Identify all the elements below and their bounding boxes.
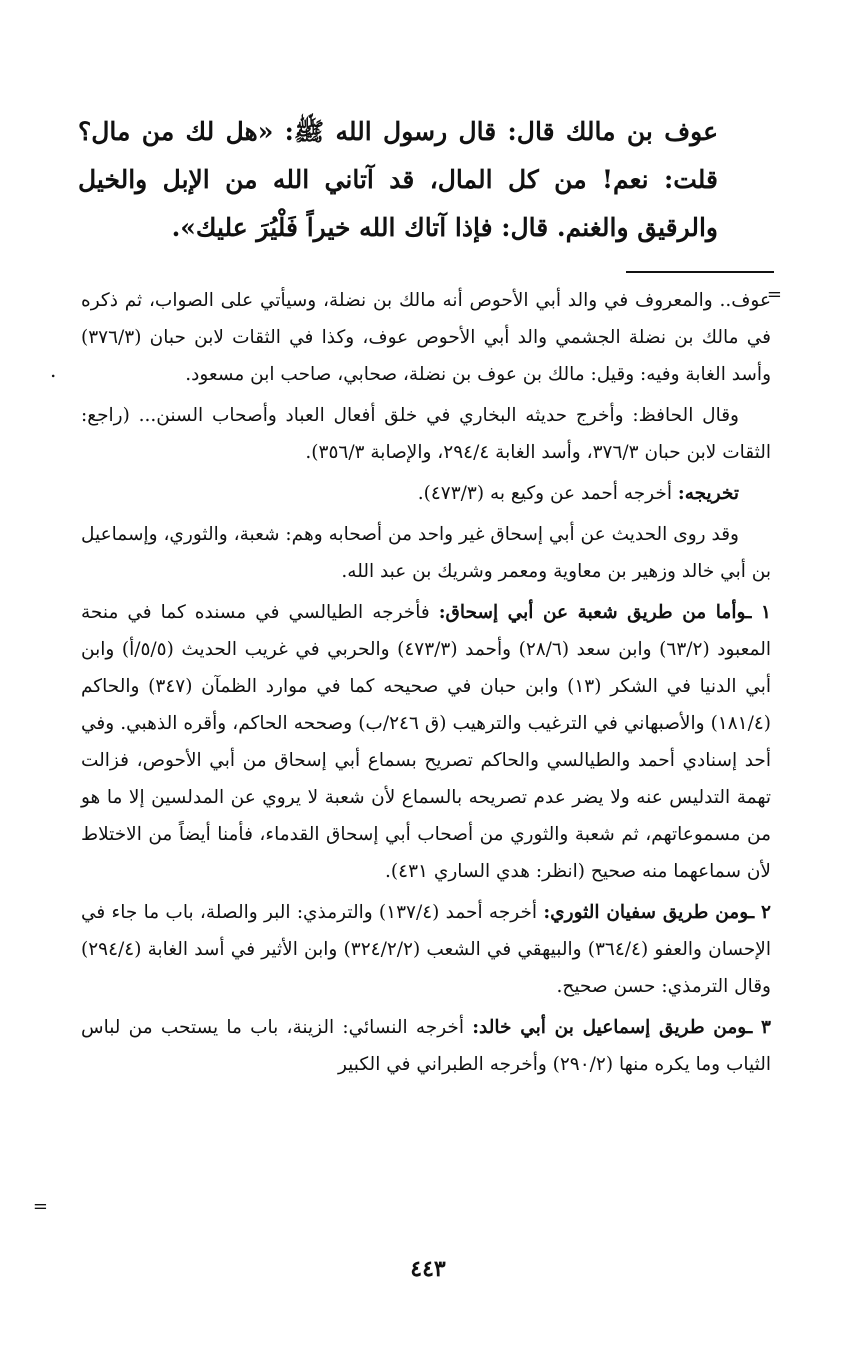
item-heading: وأما من طريق شعبة عن أبي إسحاق: (438, 602, 747, 623)
main-text-block (78, 108, 718, 252)
footnote-paragraph-2: وقال الحافظ: وأخرج حديثه البخاري في خلق أفعال العباد وأصحاب السنن... (راجع: الثقات لابن حبان ٣٧٦/٣، وأسد الغابة ٢٩٤/٤، والإصابة ٣٥٦/٣). (81, 405, 771, 463)
item-text: أخرجه النسائي: الزينة، باب ما يستحب من لباس الثياب وما يكره منها (٢٩٠/٢) وأخرجه الطبراني في الكبير (81, 1017, 771, 1075)
end-continuation-marker: = (32, 1196, 48, 1217)
footnotes-block (81, 282, 771, 1085)
stray-mark: . (50, 358, 57, 382)
footnote-paragraph-1: عوف.. والمعروف في والد أبي الأحوص أنه مالك بن نضلة، وسيأتي على الصواب، ثم ذكره في مالك بن نضلة الجشمي والد أبي الأحوص عوف، وكذا في الثقات لابن حبان (٣٧٦/٣) وأسد الغابة وفيه: وقيل: مالك بن عوف بن نضلة، صحابي، صاحب ابن مسعود. (81, 290, 771, 385)
page-number: ٤٤٣ (410, 1256, 446, 1282)
item-number: ٣ ـ (746, 1017, 771, 1038)
item-heading: ومن طريق إسماعيل بن أبي خالد: (472, 1017, 747, 1038)
list-item (81, 594, 771, 890)
list-item (81, 1009, 771, 1083)
continuation-marker: = (766, 284, 782, 305)
list-item (81, 894, 771, 1005)
item-number: ١ ـ (746, 602, 771, 623)
takhrij-paragraph (81, 475, 771, 512)
item-number: ٢ ـ (748, 902, 771, 923)
narrators-paragraph: وقد روى الحديث عن أبي إسحاق غير واحد من أصحابه وهم: شعبة، والثوري، وإسماعيل بن أبي خالد وزهير بن معاوية ومعمر وشريك بن عبد الله. (81, 524, 771, 582)
item-text: أخرجه أحمد (١٣٧/٤) والترمذي: البر والصلة، باب ما جاء في الإحسان والعفو (٣٦٤/٤) والبيهقي في الشعب (٣٢٤/٢/٢) وابن الأثير في أسد الغابة (٢٩٤/٤) وقال الترمذي: حسن صحيح. (81, 902, 771, 997)
main-paragraph: عوف بن مالك قال: قال رسول الله ﷺ: «هل لك من مال؟ قلت: نعم! من كل المال، قد آتاني الله من الإبل والخيل والرقيق والغنم. قال: فإذا آتاك الله خيراً فَلْيُرَ عليك». (78, 117, 718, 242)
takhrij-label: تخريجه: (677, 483, 739, 504)
item-heading: ومن طريق سفيان الثوري: (543, 902, 749, 923)
takhrij-text: أخرجه أحمد عن وكيع به (٤٧٣/٣). (417, 483, 672, 504)
footnote-separator-rule (626, 271, 774, 273)
item-text: فأخرجه الطيالسي في مسنده كما في منحة المعبود (٦٣/٢) وابن سعد (٢٨/٦) وأحمد (٤٧٣/٣) والحربي في غريب الحديث (٥/٥/أ) وابن أبي الدنيا في الشكر (١٣) وابن حبان في صحيحه كما في موارد الظمآن (٣٤٧) والحاكم (١٨١/٤) والأصبهاني في الترغيب والترهيب (ق ٢٤٦/ب) وصححه الحاكم، وأقره الذهبي. وفي أحد إسنادي أحمد والطيالسي والحاكم تصريح بسماع أبي إسحاق من أبي الأحوص، فزالت تهمة التدليس عنه ولا يضر عدم تصريحه بالسماع لأن شعبة لا يروي عن المدلسين إلا ما هو من مسموعاتهم، ثم شعبة والثوري من أصحاب أبي إسحاق القدماء، فأمنا أيضاً من الاختلاط لأن سماعهما منه صحيح (انظر: هدي الساري ٤٣١). (81, 602, 771, 882)
